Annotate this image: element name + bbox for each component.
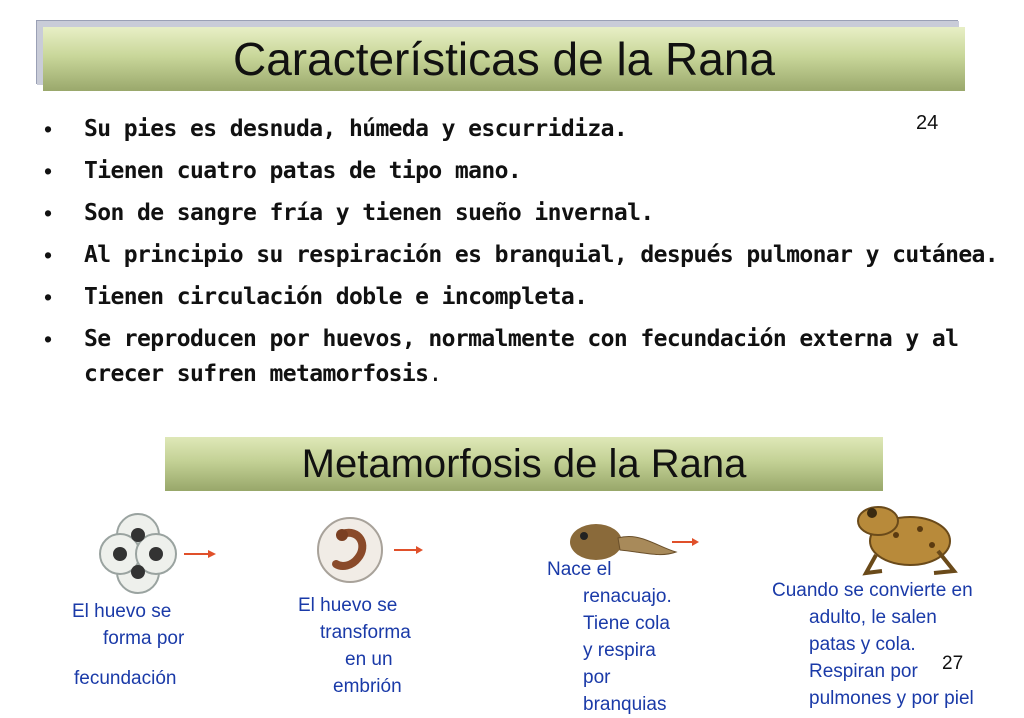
embryo-icon [312, 512, 424, 590]
bullet-text: Se reproducen por huevos, normalmente con fecundación externa y al crecer sufren metamorfosis [84, 326, 959, 387]
list-item: • Al principio su respiración es branquial, después pulmonar y cutánea. [44, 242, 999, 268]
list-item: • Su pies es desnuda, húmeda y escurridiza. [44, 116, 628, 142]
bullet-text: Tienen cuatro patas de tipo mano. [84, 158, 522, 184]
section-title-banner [165, 437, 883, 491]
section-title: Metamorfosis de la Rana [301, 441, 747, 486]
bullet-text: Son de sangre fría y tienen sueño invernal. [84, 200, 654, 226]
list-item: • Tienen circulación doble e incompleta. [44, 284, 588, 310]
list-item: • Tienen cuatro patas de tipo mano. [44, 158, 522, 184]
bullet-end-period: . [428, 361, 442, 387]
title-banner [43, 27, 965, 91]
bullet-text: Al principio su respiración es branquial, después pulmonar y cutánea. [84, 242, 999, 268]
stage-caption-embryo: El huevo se transforma en un embrión [298, 595, 411, 697]
characteristics-list [44, 112, 1002, 399]
frog-eggs-icon [98, 510, 218, 598]
bullet-text: Tienen circulación doble e incompleta. [84, 284, 588, 310]
stage-caption-adult: Cuando se convierte en adulto, le salen patas y cola. Respiran por pulmones y por piel [772, 580, 974, 709]
stage-caption-eggs: El huevo se forma por fecundación [72, 601, 185, 689]
adult-frog-icon [846, 495, 968, 579]
bullet-text: Su pies es desnuda, húmeda y escurridiza. [84, 116, 628, 142]
stage-caption-tadpole: Nace el renacuajo. Tiene cola y respira por branquias [547, 559, 672, 715]
page-title: Características de la Rana [232, 33, 776, 85]
slide-number-top: 24 [916, 112, 939, 134]
list-item: • Se reproducen por huevos, normalmente con fecundación externa y al crecer sufren metamorfosis. [44, 326, 959, 387]
list-item: • Son de sangre fría y tienen sueño invernal. [44, 200, 654, 226]
slide-number-bottom: 27 [942, 653, 964, 674]
